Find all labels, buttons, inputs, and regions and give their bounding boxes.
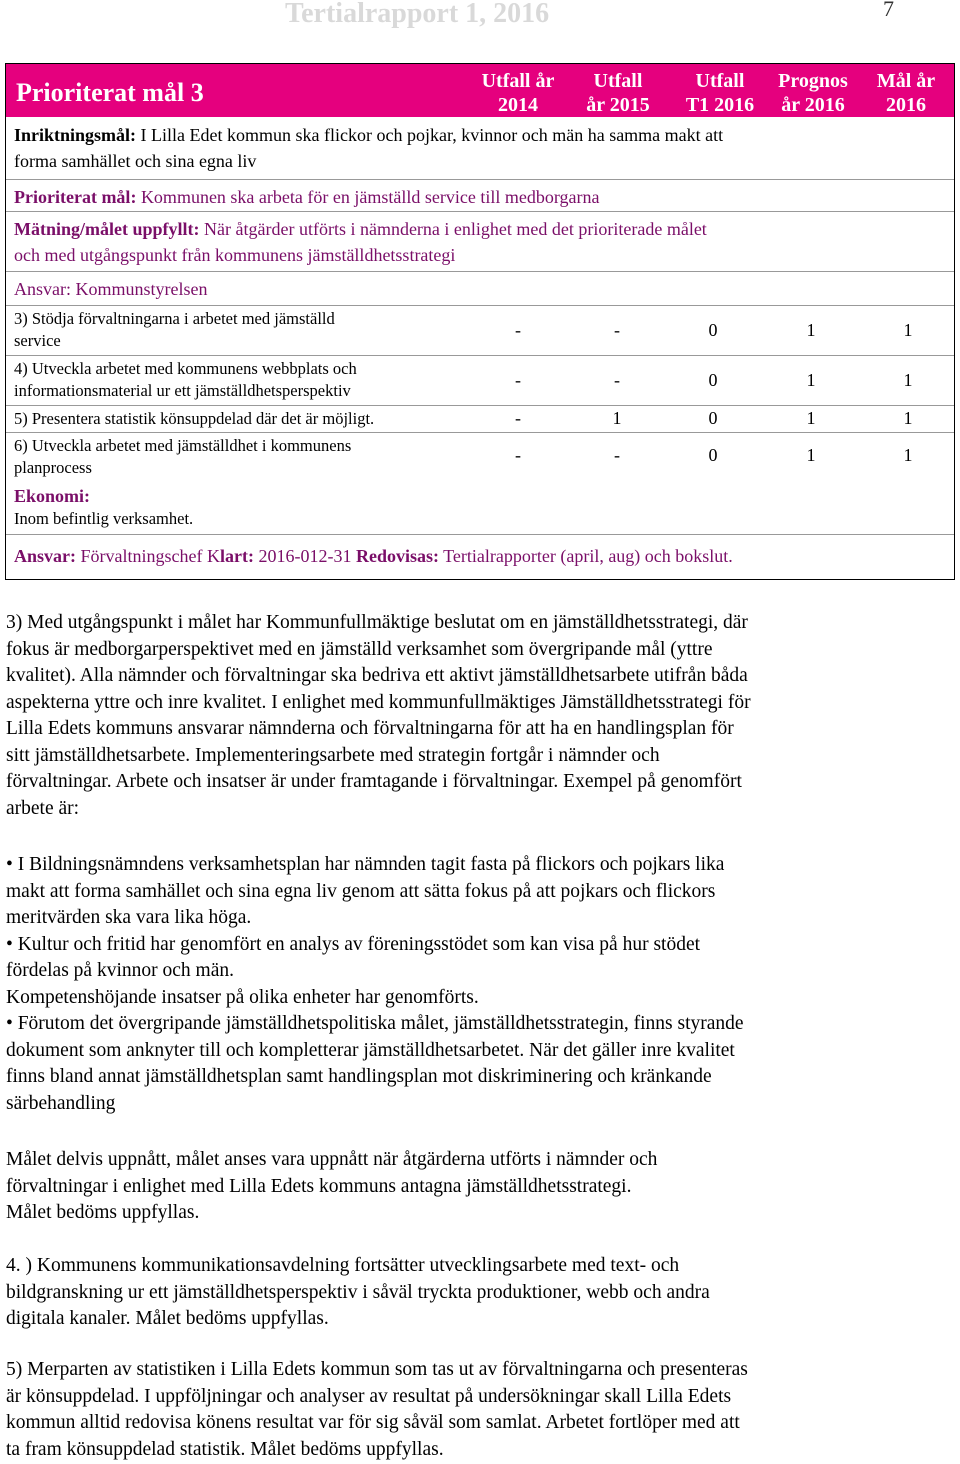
report-title: Tertialrapport 1, 2016 — [285, 0, 550, 29]
table-row-4-value: - — [515, 370, 521, 390]
paragraph-4: 4. ) Kommunens kommunikationsavdelning fortsätter utvecklingsarbete med text- och bildgranskning ur ett jämställdhetsperspektiv i såväl tryckta produktioner, webb och andra digitala kanaler. Målet bedöms uppfyllas. — [6, 1255, 710, 1329]
table-row-4-value: 1 — [903, 370, 913, 390]
page-number: 7 — [883, 0, 894, 21]
table-row-5-value: - — [515, 408, 521, 428]
table-row-3-value: 1 — [806, 320, 816, 340]
col-header-mal-2016: Mål år 2016 — [876, 70, 936, 116]
table-row-4-label: 4) Utveckla arbetet med kommunens webbplats och informationsmaterial ur ett jämställdhetsperspektiv — [14, 359, 357, 400]
ansvar-kommunstyrelsen: Ansvar: Kommunstyrelsen — [14, 279, 208, 299]
table-row-3-value: 0 — [708, 320, 718, 340]
col-header-utfall-2015: Utfall år 2015 — [586, 70, 650, 116]
col-header-utfall-2014: Utfall år 2014 — [481, 70, 555, 116]
ekonomi-label: Ekonomi: — [14, 486, 91, 506]
table-row-3-label: 3) Stödja förvaltningarna i arbetet med jämställd service — [14, 309, 335, 350]
table-row-4-value: - — [614, 370, 620, 390]
table-row-3-value: - — [515, 320, 521, 340]
table-row-6-label: 6) Utveckla arbetet med jämställdhet i kommunens planprocess — [14, 436, 352, 477]
table-row-5-value: 1 — [806, 408, 816, 428]
ekonomi-text: Inom befintlig verksamhet. — [14, 509, 194, 528]
table-row-6-value: 1 — [903, 445, 913, 465]
table-row-4-value: 0 — [708, 370, 718, 390]
table-row-6-value: - — [515, 445, 521, 465]
col-header-utfall-t1-2016: Utfall T1 2016 — [685, 70, 755, 116]
table-row-5-value: 1 — [903, 408, 913, 428]
table-header-band — [6, 64, 954, 117]
table-row-6-value: 1 — [806, 445, 816, 465]
table-row-6-value: - — [614, 445, 620, 465]
paragraph-3: 3) Med utgångspunkt i målet har Kommunfullmäktige beslutat om en jämställdhetsstrategi, där fokus är medborgarperspektivet med en jämställd verksamhet som övergripande mål (yttre kvalitet). Alla nämnder och förvaltningar ska bedriva ett aktivt jämställdhetsarbete utifrån båda aspekterna yttre och inre kvalitet. I enlighet med kommunfullmäktiges Jämställdhetsstrategi för Lilla Edets kommuns ansvarar nämnderna och förvaltningarna för att ha en handlingsplan för sitt jämställdhetsarbete. Implementeringsarbete med strategin fortgår i nämnder och förvaltningar. Arbete och insatser är under framtagande i förvaltningar. Exempel på genomfört arbete är: — [6, 612, 751, 819]
table-row-6-value: 0 — [708, 445, 718, 465]
inriktningsmal: Inriktningsmål: I Lilla Edet kommun ska flickor och pojkar, kvinnor och män ha samma makt att forma samhället och sina egna liv — [14, 125, 724, 171]
paragraph-status: Målet delvis uppnått, målet anses vara uppnått när åtgärderna utförts i nämnder och förvaltningar i enlighet med Lilla Edets kommuns antagna jämställdhetsstrategi. Målet bedöms uppfyllas. — [6, 1149, 658, 1223]
table-row-3-value: 1 — [903, 320, 913, 340]
table-row-5-label: 5) Presentera statistik könsuppdelad där det är möjligt. — [14, 409, 375, 428]
goal-table — [5, 63, 955, 580]
paragraph-5: 5) Merparten av statistiken i Lilla Edets kommun som tas ut av förvaltningarna och presenteras är könsuppdelad. I uppföljningar och analyser av resultat på undersökningar skall Lilla Edets kommun alltid redovisa könens resultat var för sig såväl som samlat. Arbetet fortlöper med att ta fram könsuppdelad statistik. Målet bedöms uppfyllas. — [6, 1359, 748, 1460]
table-row-5-value: 1 — [612, 408, 622, 428]
col-header-prognos-2016: Prognos år 2016 — [778, 70, 848, 116]
table-row-5-value: 0 — [708, 408, 718, 428]
paragraph-examples: • I Bildningsnämndens verksamhetsplan har nämnden tagit fasta på flickors och pojkars lika makt att forma samhället och sina egna liv genom att sätta fokus på att pojkars och flickors meritvärden ska vara lika höga. • Kultur och fritid har genomfört en analys av föreningsstödet som kan visa på hur stödet fördelas på kvinnor och män. Kompetenshöjande insatser på olika enheter har genomförts. • Förutom det övergripande jämställdhetspolitiska målet, jämställdhetsstrategin, finns styrande dokument som anknyter till och kompletterar jämställdhetsarbetet. När det gäller inre kvalitet finns bland annat jämställdhetsplan samt handlingsplan mot diskriminering och kränkande särbehandling — [6, 854, 744, 1114]
matning: Mätning/målet uppfyllt: När åtgärder utförts i nämnderna i enlighet med det prioriterade målet och med utgångspunkt från kommunens jämställdhetsstrategi — [14, 219, 707, 265]
prioriterat-mal: Prioriterat mål: Kommunen ska arbeta för en jämställd service till medborgarna — [14, 187, 600, 207]
table-row-3-value: - — [614, 320, 620, 340]
table-row-4-value: 1 — [806, 370, 816, 390]
table-footer: Ansvar: Förvaltningschef Klart: 2016-012-31 Redovisas: Tertialrapporter (april, aug) och bokslut. — [14, 546, 733, 566]
goal-title: Prioriterat mål 3 — [16, 78, 204, 107]
